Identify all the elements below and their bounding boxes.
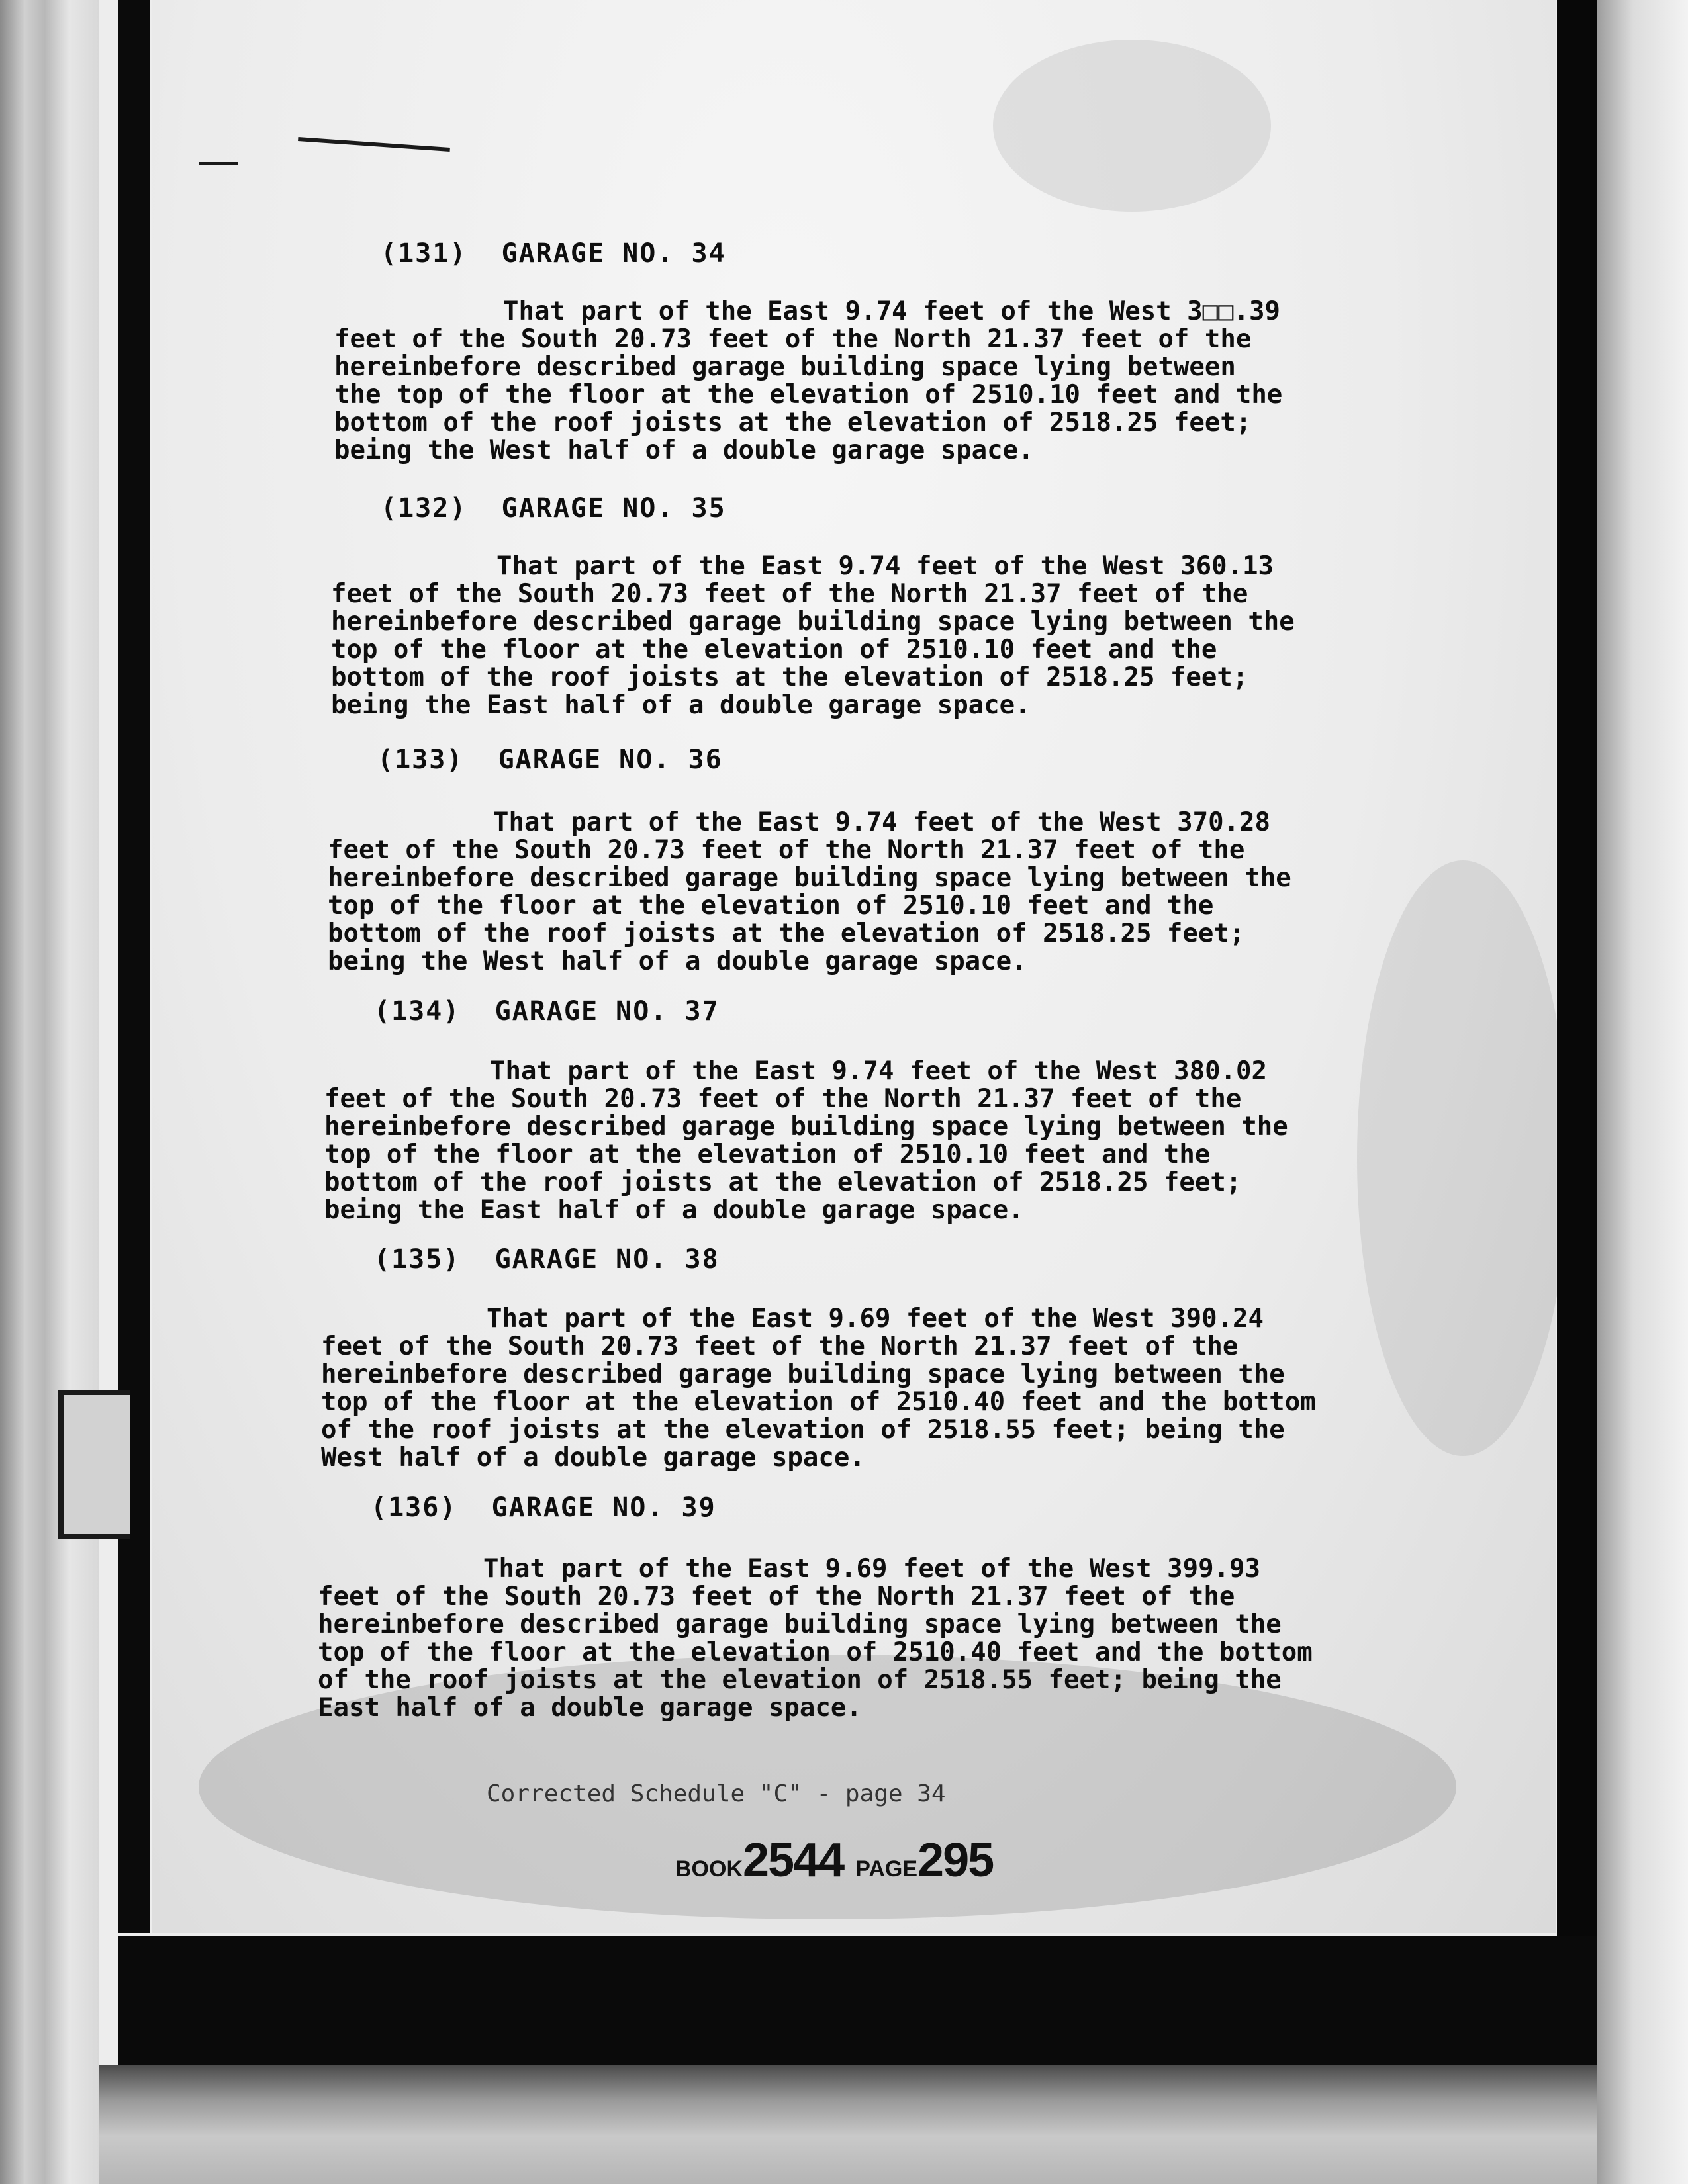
entry-title: GARAGE NO. 38 xyxy=(494,1244,720,1275)
stray-mark xyxy=(199,162,238,165)
page-number: 295 xyxy=(917,1834,994,1887)
body-line: feet of the South 20.73 feet of the North 21.37 feet of the xyxy=(318,1582,1235,1612)
body-line: feet of the South 20.73 feet of the North 21.37 feet of the xyxy=(334,324,1252,354)
body-line: hereinbefore described garage building space lying between the xyxy=(324,1112,1288,1142)
body-line: being the East half of a double garage space. xyxy=(331,690,1031,720)
body-line: hereinbefore described garage building space lying between the xyxy=(331,607,1295,637)
entry-heading xyxy=(371,1492,716,1523)
body-line: top of the floor at the elevation of 2510.40 feet and the bottom xyxy=(318,1637,1313,1667)
body-line: being the East half of a double garage space. xyxy=(324,1195,1024,1225)
entry-title: GARAGE NO. 37 xyxy=(494,996,720,1026)
body-line: bottom of the roof joists at the elevation of 2518.25 feet; xyxy=(324,1167,1242,1197)
page-label: PAGE xyxy=(855,1856,918,1882)
entry-title: GARAGE NO. 34 xyxy=(501,238,726,269)
scan-right-edge xyxy=(1597,0,1688,2184)
body-line: bottom of the roof joists at the elevation of 2518.25 feet; xyxy=(334,408,1252,437)
entry-heading xyxy=(374,1244,720,1275)
body-line: hereinbefore described garage building space lying between xyxy=(334,352,1236,382)
entry-number: (135) xyxy=(374,1244,461,1275)
entry-title: GARAGE NO. 36 xyxy=(498,745,723,775)
body-line: That part of the East 9.74 feet of the West 3□□.39 xyxy=(503,296,1280,326)
entry-number: (131) xyxy=(381,238,467,269)
body-line: top of the floor at the elevation of 2510.10 feet and the xyxy=(328,891,1214,921)
binder-tab xyxy=(58,1390,130,1539)
body-line: of the roof joists at the elevation of 2518.55 feet; being the xyxy=(318,1665,1282,1695)
smudge xyxy=(1357,860,1569,1456)
entry-heading xyxy=(374,996,720,1026)
body-line: That part of the East 9.74 feet of the West 370.28 xyxy=(493,807,1270,837)
entry-number: (134) xyxy=(374,996,461,1026)
scan-right-border xyxy=(1557,0,1597,2005)
body-line: feet of the South 20.73 feet of the North 21.37 feet of the xyxy=(328,835,1245,865)
body-line: West half of a double garage space. xyxy=(321,1443,865,1473)
body-line: feet of the South 20.73 feet of the North 21.37 feet of the xyxy=(321,1332,1239,1361)
page-footer: Corrected Schedule "C" - page 34 xyxy=(487,1780,946,1807)
body-line: East half of a double garage space. xyxy=(318,1693,862,1723)
body-line: That part of the East 9.74 feet of the West 360.13 xyxy=(496,551,1274,581)
entry-number: (133) xyxy=(377,745,464,775)
body-line: being the West half of a double garage space. xyxy=(334,435,1034,465)
scan-left-edge xyxy=(0,0,99,2184)
book-number: 2544 xyxy=(743,1834,844,1887)
body-line: top of the floor at the elevation of 2510.10 feet and the xyxy=(331,635,1217,664)
body-line: That part of the East 9.69 feet of the West 390.24 xyxy=(487,1304,1264,1334)
entry-number: (136) xyxy=(371,1492,457,1523)
scan-bottom-edge xyxy=(99,2065,1597,2184)
body-line: being the West half of a double garage space. xyxy=(328,946,1027,976)
body-line: That part of the East 9.74 feet of the West 380.02 xyxy=(490,1056,1267,1086)
body-line: feet of the South 20.73 feet of the North 21.37 feet of the xyxy=(324,1084,1242,1114)
body-line: That part of the East 9.69 feet of the West 399.93 xyxy=(483,1554,1260,1584)
scan-bottom-border xyxy=(118,1936,1597,2065)
body-line: hereinbefore described garage building space lying between the xyxy=(321,1359,1285,1389)
entry-title: GARAGE NO. 35 xyxy=(501,493,726,523)
entry-heading xyxy=(381,493,726,523)
smudge xyxy=(993,40,1271,212)
entry-title: GARAGE NO. 39 xyxy=(491,1492,716,1523)
entry-number: (132) xyxy=(381,493,467,523)
scan-left-border xyxy=(118,0,150,1933)
body-line: top of the floor at the elevation of 2510.10 feet and the xyxy=(324,1140,1211,1169)
body-line: of the roof joists at the elevation of 2518.55 feet; being the xyxy=(321,1415,1285,1445)
body-line: feet of the South 20.73 feet of the North 21.37 feet of the xyxy=(331,579,1248,609)
body-line: bottom of the roof joists at the elevation of 2518.25 feet; xyxy=(331,662,1248,692)
body-line: the top of the floor at the elevation of 2510.10 feet and the xyxy=(334,380,1283,410)
entry-heading xyxy=(377,745,723,775)
entry-heading xyxy=(381,238,726,269)
body-line: bottom of the roof joists at the elevation of 2518.25 feet; xyxy=(328,919,1245,948)
body-line: top of the floor at the elevation of 2510.40 feet and the bottom xyxy=(321,1387,1316,1417)
book-label: BOOK xyxy=(675,1856,743,1882)
body-line: hereinbefore described garage building space lying between the xyxy=(318,1610,1282,1639)
book-page-stamp xyxy=(675,1833,993,1888)
body-line: hereinbefore described garage building space lying between the xyxy=(328,863,1291,893)
